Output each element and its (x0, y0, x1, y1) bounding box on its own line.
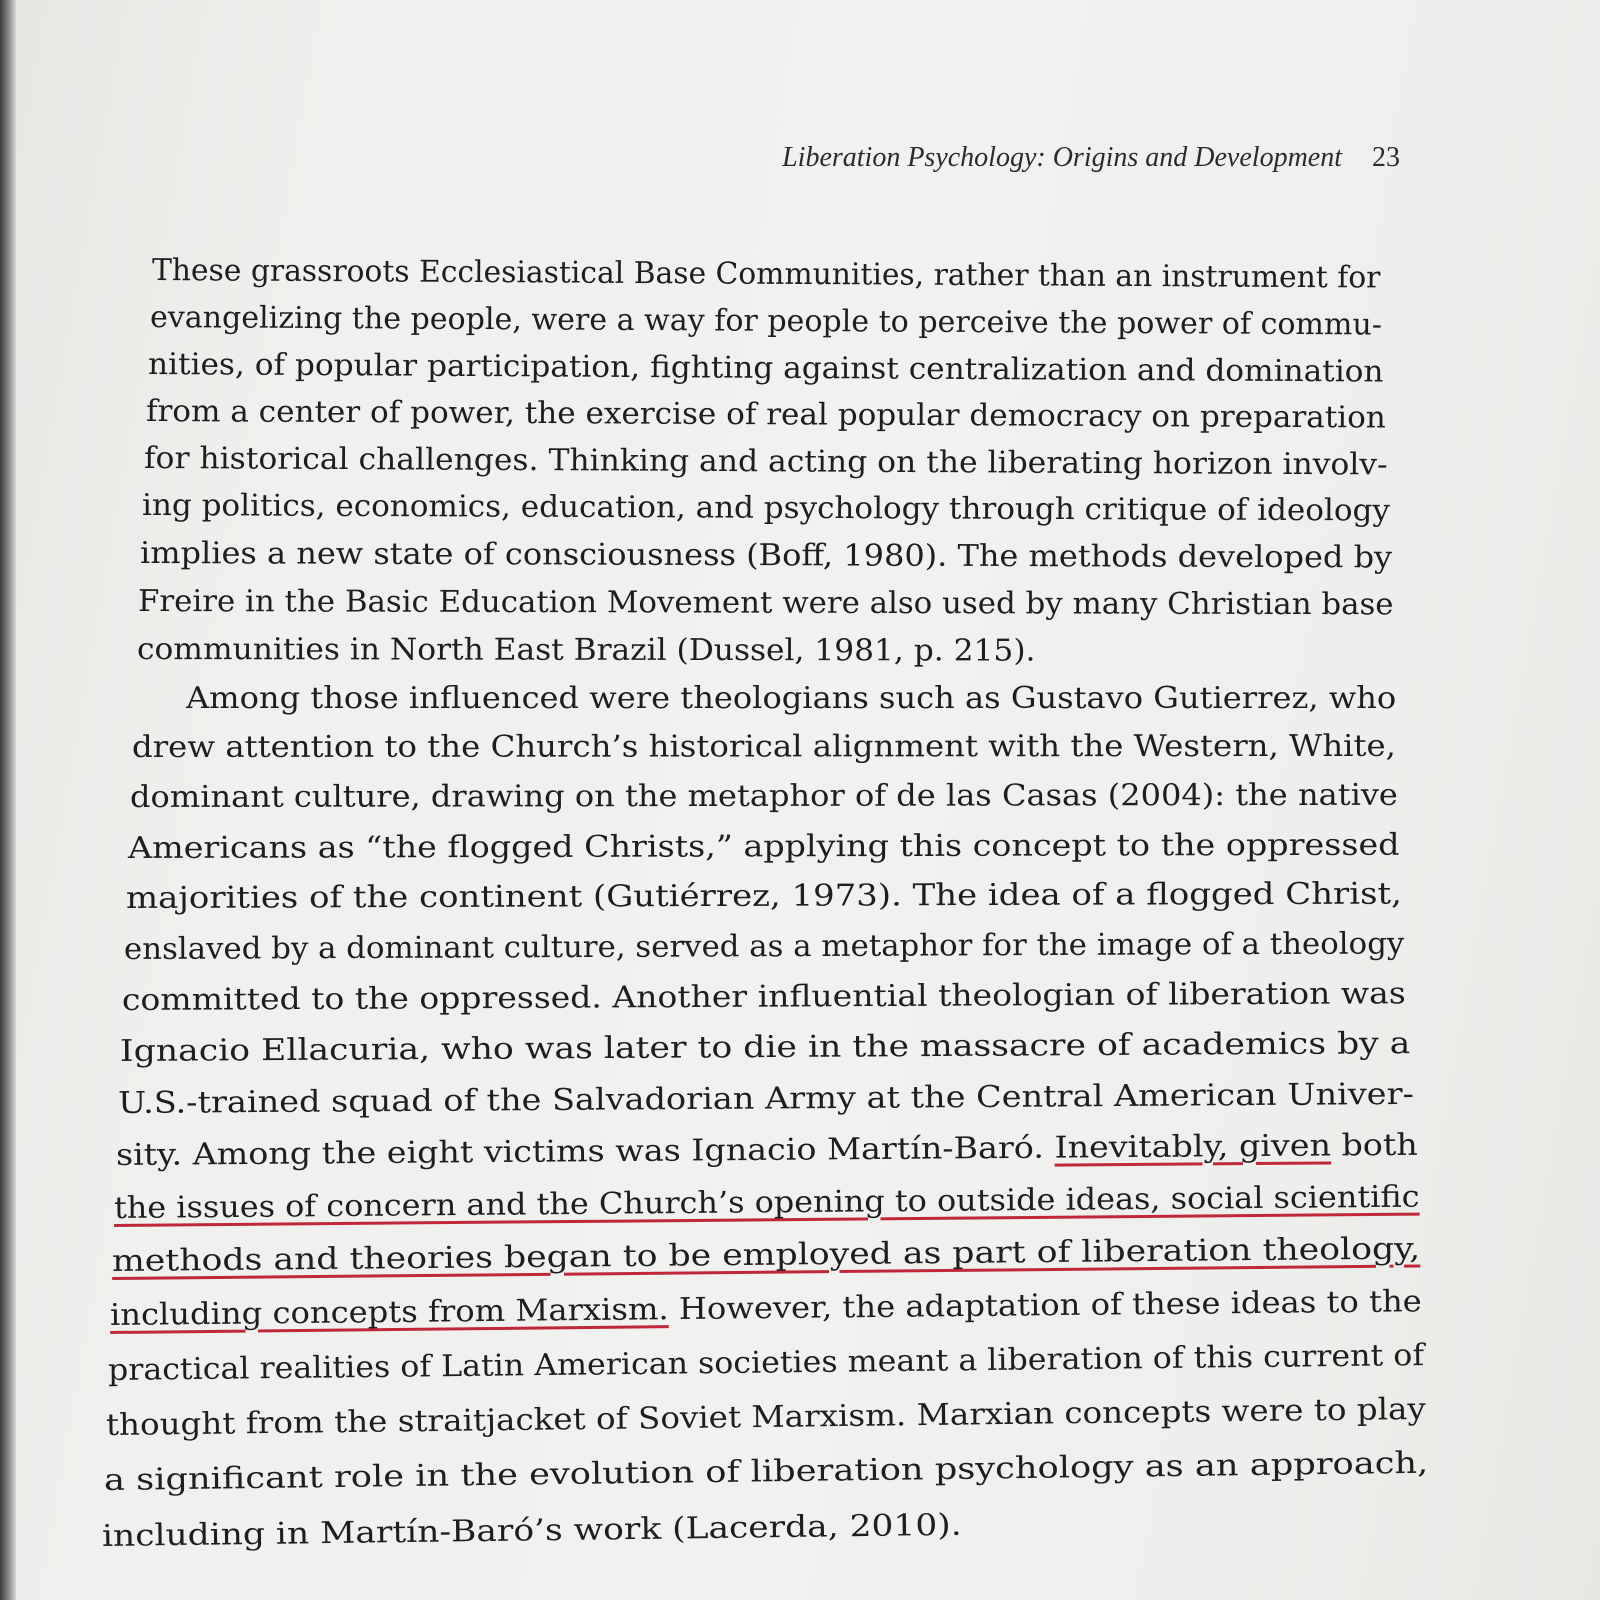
text-line (106, 1390, 1426, 1446)
underlined-phrase: methods and theories began to be employed as part of liberation theology, (111, 1231, 1421, 1279)
text-line (152, 251, 1381, 299)
text-span: practical realities of Latin American societies meant a liberation of this current of (107, 1338, 1425, 1388)
text-line (144, 439, 1388, 486)
text-span: committed to the oppressed. Another influential theologian of liberation was (121, 976, 1406, 1018)
text-line (108, 1336, 1425, 1391)
text-span: These grassroots Ecclesiastical Base Communities, rather than an instrument for (151, 253, 1381, 296)
text-span: sity. Among the eight victims was Ignacio Martín-Baró. (115, 1130, 1055, 1173)
text-line (126, 875, 1402, 919)
page-number: 23 (1372, 142, 1400, 173)
text-span: thought from the straitjacket of Soviet Marxism. Marxian concepts were to play (105, 1391, 1426, 1443)
text-line (114, 1178, 1420, 1229)
text-line (150, 298, 1382, 346)
text-span: implies a new state of consciousness (Boff, 1980). The methods developed by (139, 536, 1393, 576)
text-span: However, the adaptation of these ideas to the (668, 1284, 1422, 1328)
text-span: Americans as “the flogged Christs,” applying this concept to the oppressed (127, 827, 1400, 866)
text-span: U.S.-trained squad of the Salvadorian Army at the Central American Univer- (117, 1076, 1414, 1121)
text-line (132, 727, 1396, 768)
text-line (116, 1126, 1418, 1176)
text-line (122, 974, 1406, 1021)
underlined-phrase: including concepts from Marxism. (109, 1292, 669, 1333)
underlined-phrase: Inevitably, given (1054, 1128, 1332, 1166)
text-line (140, 534, 1392, 578)
text-span: majorities of the continent (Gutiérrez, 1973). The idea of a flogged Christ, (125, 876, 1402, 916)
text-line (112, 1229, 1421, 1282)
text-span: enslaved by a dominant culture, served as a metaphor for the image of a theology (123, 926, 1405, 967)
text-line (138, 582, 1394, 625)
text-span: communities in North East Brazil (Dussel, 1981, p. 215). (136, 632, 1036, 669)
text-span: dominant culture, drawing on the metaphor of de las Casas (2004): the native (129, 777, 1398, 815)
text-line (110, 1282, 1422, 1336)
text-line (104, 1444, 1429, 1501)
text-span: including in Martín-Baró’s work (Lacerda, 2010). (101, 1507, 962, 1554)
text-span: from a center of power, the exercise of real popular democracy on preparation (145, 394, 1386, 436)
text-line (124, 924, 1404, 970)
text-span: Among those influenced were theologians such as Gustavo Gutierrez, who (186, 681, 1397, 716)
text-line (142, 486, 1390, 531)
text-line (148, 345, 1384, 393)
book-spine-shadow (0, 0, 16, 1600)
text-span: nities, of popular participation, fighting against centralization and domination (147, 347, 1384, 390)
text-span: a significant role in the evolution of liberation psychology as an approach, (103, 1445, 1429, 1498)
text-line (130, 776, 1398, 818)
text-span: both (1330, 1127, 1418, 1164)
text-span: evangelizing the people, were a way for people to perceive the power of commu- (149, 300, 1383, 343)
text-span: Ignacio Ellacuria, who was later to die in the massacre of academics by a (119, 1026, 1411, 1069)
text-line (137, 630, 1036, 672)
text-span: drew attention to the Church’s historical alignment with the Western, White, (131, 728, 1396, 765)
text-line (128, 826, 1400, 869)
running-head-title: Liberation Psychology: Origins and Development (782, 142, 1342, 173)
text-line (118, 1075, 1414, 1124)
text-line (146, 392, 1386, 438)
text-span: ing politics, economics, education, and psychology through critique of ideology (141, 488, 1391, 529)
underlined-phrase: the issues of concern and the Church’s opening to outside ideas, social scientific (113, 1179, 1420, 1226)
running-head (700, 142, 1400, 174)
text-line (186, 679, 1396, 719)
text-line (120, 1024, 1411, 1072)
text-span: for historical challenges. Thinking and acting on the liberating horizon involv- (143, 441, 1388, 483)
text-line (102, 1506, 962, 1557)
text-span: Freire in the Basic Education Movement were also used by many Christian base (137, 584, 1394, 623)
